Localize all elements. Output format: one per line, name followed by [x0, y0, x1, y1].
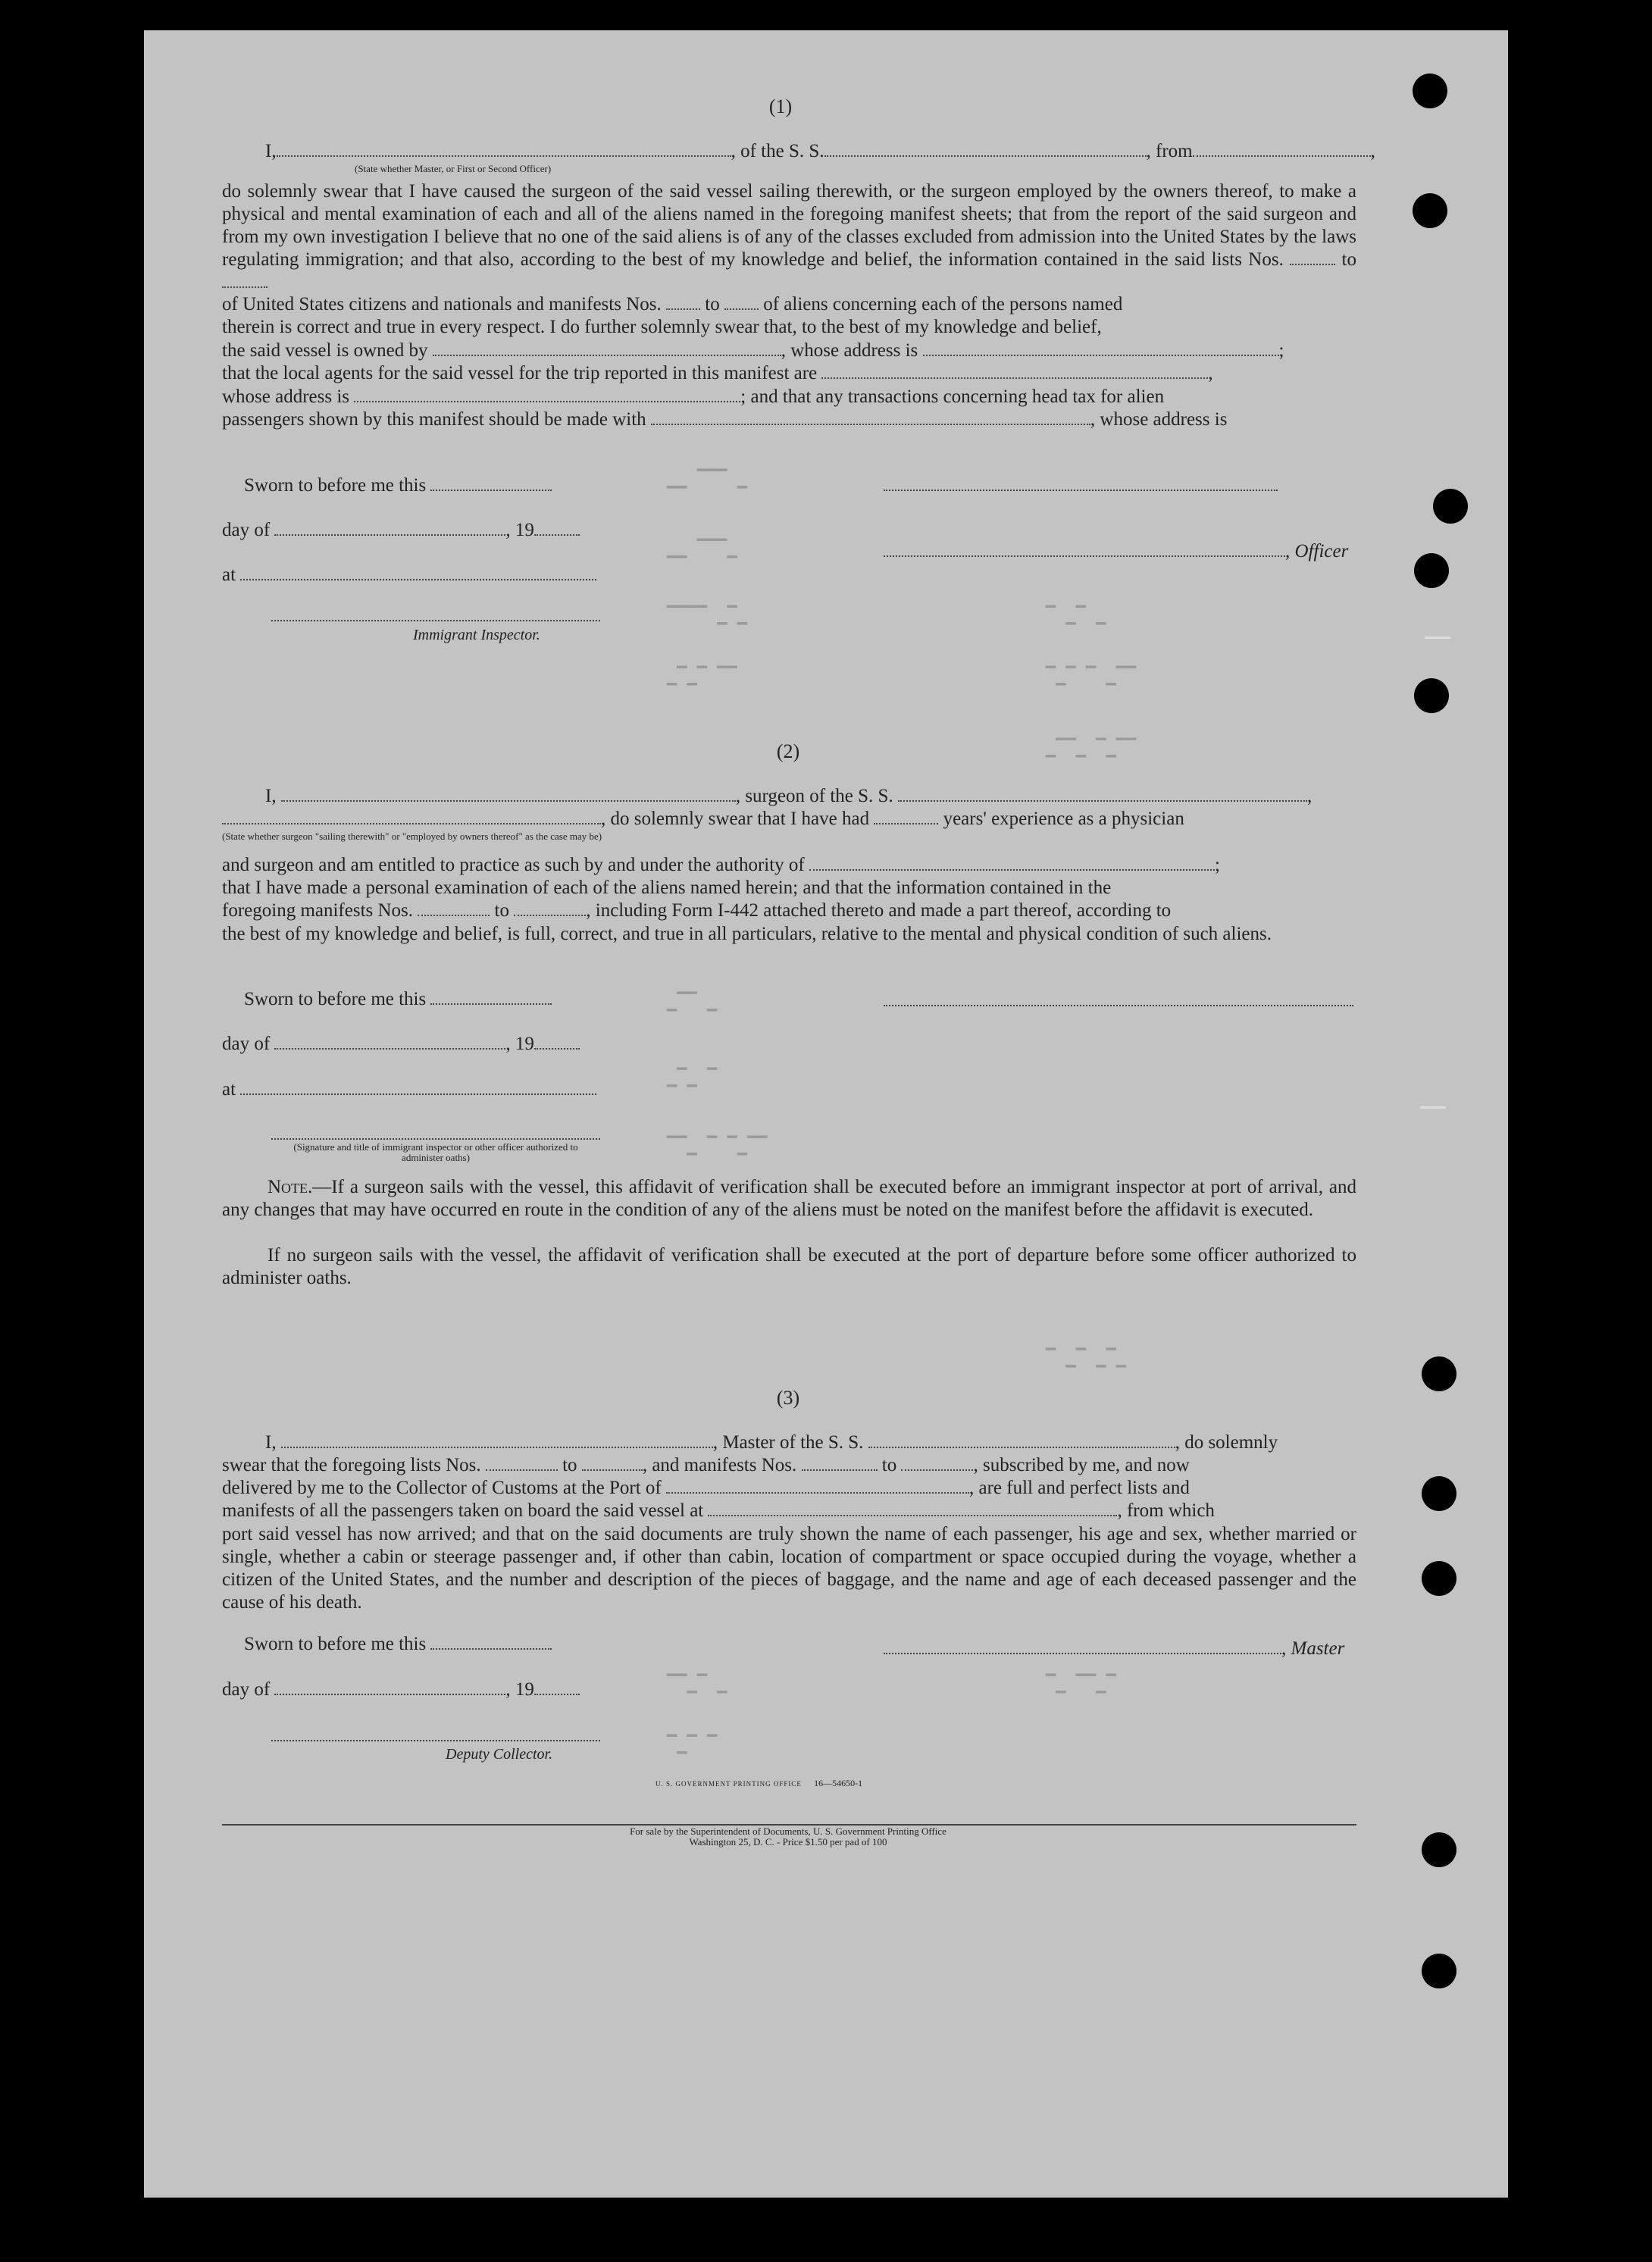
- bleed-through-text: ▁▁ ▔▔▔▁: [667, 540, 737, 558]
- punch-hole: [1422, 1356, 1456, 1391]
- sale-notice: [379, 1826, 1197, 1847]
- surgeon-signature-line: [884, 1005, 1353, 1006]
- day-line-2: day of , 19: [222, 1034, 580, 1055]
- punch-hole: [1422, 1954, 1456, 1988]
- sworn-line-2: Sworn to before me this: [244, 989, 552, 1010]
- bleed-through-text: ▔▁ ▔▔▁▔: [1046, 1675, 1116, 1694]
- punch-hole: [1422, 1561, 1456, 1596]
- manifests-line: of United States citizens and nationals and manifests Nos. to of aliens concerning each of the persons named: [222, 294, 1123, 314]
- bleed-through-text: ▁▔▔ ▁: [667, 993, 718, 1012]
- owned-by-line: the said vessel is owned by , whose address is ;: [222, 340, 1284, 361]
- bleed-through-text: ▔▁▔ ▔: [667, 1735, 718, 1754]
- experience-line: , do solemnly swear that I have had years' experience as a physician: [222, 809, 1184, 830]
- deputy-signature-line: [271, 1740, 600, 1741]
- surgeon-note: (State whether surgeon "sailing therewith" or "employed by owners thereof" as the case may be): [222, 831, 602, 842]
- officer-signature-line: [271, 1138, 600, 1140]
- section-1-oath-paragraph: do solemnly swear that I have caused the surgeon of the said vessel sailing therewith, or the surgeon employed by the owners thereof, to make a physical and mental examination of each and all of the aliens named in the foregoing manifest sheets; that from the report of the said surgeon and from my own investigation I believe that no one of the said aliens is of any of the classes excluded from admission into the United States by the laws regulating immigration; and that also, according to the best of my knowledge and belief, the information contained in the said lists Nos. to: [222, 180, 1356, 294]
- section-1-number: (1): [768, 95, 793, 117]
- of-ss-label: , of the S. S.: [731, 141, 824, 161]
- head-tax-line: whose address is ; and that any transactions concerning head tax for alien: [222, 386, 1165, 407]
- deputy-label: Deputy Collector.: [446, 1746, 553, 1763]
- punch-hole: [1422, 1476, 1456, 1511]
- bleed-through-text: ▔▁▔ ▔ ▁▔▔: [1046, 667, 1137, 686]
- bleed-through-text: ▁▁ ▔▔▔ ▁: [667, 470, 747, 489]
- master-line: I, , of the S. S. , from ,: [265, 141, 1375, 161]
- edge-mark: [1420, 1106, 1446, 1109]
- section-2-number: (2): [776, 740, 800, 762]
- manifests-of-line: manifests of all the passengers taken on board the said vessel at , from which: [222, 1500, 1215, 1521]
- inspector-label: Immigrant Inspector.: [413, 627, 540, 643]
- punch-hole: [1414, 678, 1449, 713]
- sworn-line-3: Sworn to before me this: [244, 1634, 552, 1655]
- punch-hole: [1422, 1832, 1456, 1867]
- officer-name-line: [884, 490, 1278, 491]
- from-label: , from: [1146, 141, 1193, 161]
- section-3-number: (3): [776, 1387, 800, 1409]
- bleed-through-text: ▁▔▁▔ ▔▔: [667, 667, 737, 686]
- sworn-line-1: Sworn to before me this: [244, 475, 552, 496]
- section-2-closing-paragraph: the best of my knowledge and belief, is full, correct, and true in all particulars, relative to the mental and physical condition of such aliens.: [222, 924, 1272, 944]
- punch-hole: [1413, 193, 1447, 228]
- inspector-signature-line: [271, 620, 600, 621]
- delivered-line: delivered by me to the Collector of Customs at the Port of , are full and perfect lists and: [222, 1478, 1190, 1498]
- passengers-line: passengers shown by this manifest should be made with , whose address is: [222, 409, 1228, 430]
- examination-line: that I have made a personal examination of each of the aliens named herein; and that the information contained in the: [222, 878, 1112, 898]
- at-line-1: at: [222, 565, 596, 586]
- punch-hole: [1413, 74, 1447, 108]
- i-label: I,: [265, 141, 277, 161]
- signature-note: (Signature and title of immigrant inspector or other officer authorized to administer oaths): [293, 1141, 578, 1163]
- bleed-through-text: ▔ ▁▔ ▁▔▁: [1046, 1349, 1126, 1368]
- sale-notice-line-1: For sale by the Superintendent of Documents, U. S. Government Printing Office: [630, 1826, 946, 1837]
- section-3-paragraph: port said vessel has now arrived; and that on the said documents are truly shown the name of each passenger, his age and sex, whether married or single, whether a cabin or steerage passenger and, if other than cabin, location of compartment or space occupied during the voyage, whether a citizen of the United States, and the number and description of the pieces of baggage, and the name and age of each deceased passenger and the cause of his death.: [222, 1524, 1356, 1613]
- sale-notice-line-2: Washington 25, D. C. - Price $1.50 per pad of 100: [689, 1836, 887, 1847]
- bleed-through-text: ▁▔▁ ▔: [667, 1068, 718, 1087]
- punch-hole: [1433, 489, 1468, 524]
- bleed-through-text: ▔ ▁▔ ▁: [1046, 606, 1106, 625]
- master-oath-line: I, , Master of the S. S. , do solemnly: [265, 1432, 1278, 1453]
- at-line-2: at: [222, 1079, 596, 1100]
- officer-line: , Officer: [884, 541, 1348, 562]
- bleed-through-text: ▔▔▁▔ ▁: [667, 1675, 727, 1694]
- bleed-through-text: ▁▔▔▁ ▔▁▔▔: [1046, 739, 1137, 758]
- master-signature-line: , Master: [884, 1638, 1344, 1660]
- further-swear-line: therein is correct and true in every respect. I do further solemnly swear that, to the best of my knowledge and belief,: [222, 317, 1102, 337]
- edge-mark: [1425, 637, 1450, 639]
- gpo-imprint: U. S. GOVERNMENT PRINTING OFFICE 16—54650-1: [655, 1778, 863, 1788]
- foregoing-line: foregoing manifests Nos. to , including Form I-442 attached thereto and made a part thereof, according to: [222, 900, 1172, 921]
- local-agents-line: that the local agents for the said vessel for the trip reported in this manifest are ,: [222, 363, 1213, 383]
- punch-hole: [1414, 553, 1449, 588]
- bleed-through-text: ▔▔▔▔ ▁▔▁: [667, 606, 747, 625]
- day-line-3: day of , 19: [222, 1679, 580, 1700]
- no-surgeon-paragraph: If no surgeon sails with the vessel, the affidavit of verification shall be executed at the port of departure before some officer authorized to administer oaths.: [222, 1245, 1356, 1288]
- surgeon-line: I, , surgeon of the S. S. ,: [265, 786, 1313, 806]
- day-line-1: day of , 19: [222, 520, 580, 541]
- note-paragraph: Note.—If a surgeon sails with the vessel, this affidavit of verification shall be executed before an immigrant inspector at port of arrival, and any changes that may have occurred en route in the condition of any of the aliens must be noted on the manifest before the affidavit is executed.: [222, 1177, 1356, 1220]
- authority-line: and surgeon and am entitled to practice as such by and under the authority of ;: [222, 855, 1220, 875]
- bleed-through-text: ▔▔▁ ▔ ▔▁▔▔: [667, 1137, 768, 1156]
- lists-line: swear that the foregoing lists Nos. to , and manifests Nos. to , subscribed by me, and now: [222, 1455, 1190, 1475]
- master-note: (State whether Master, or First or Second Officer): [355, 163, 552, 174]
